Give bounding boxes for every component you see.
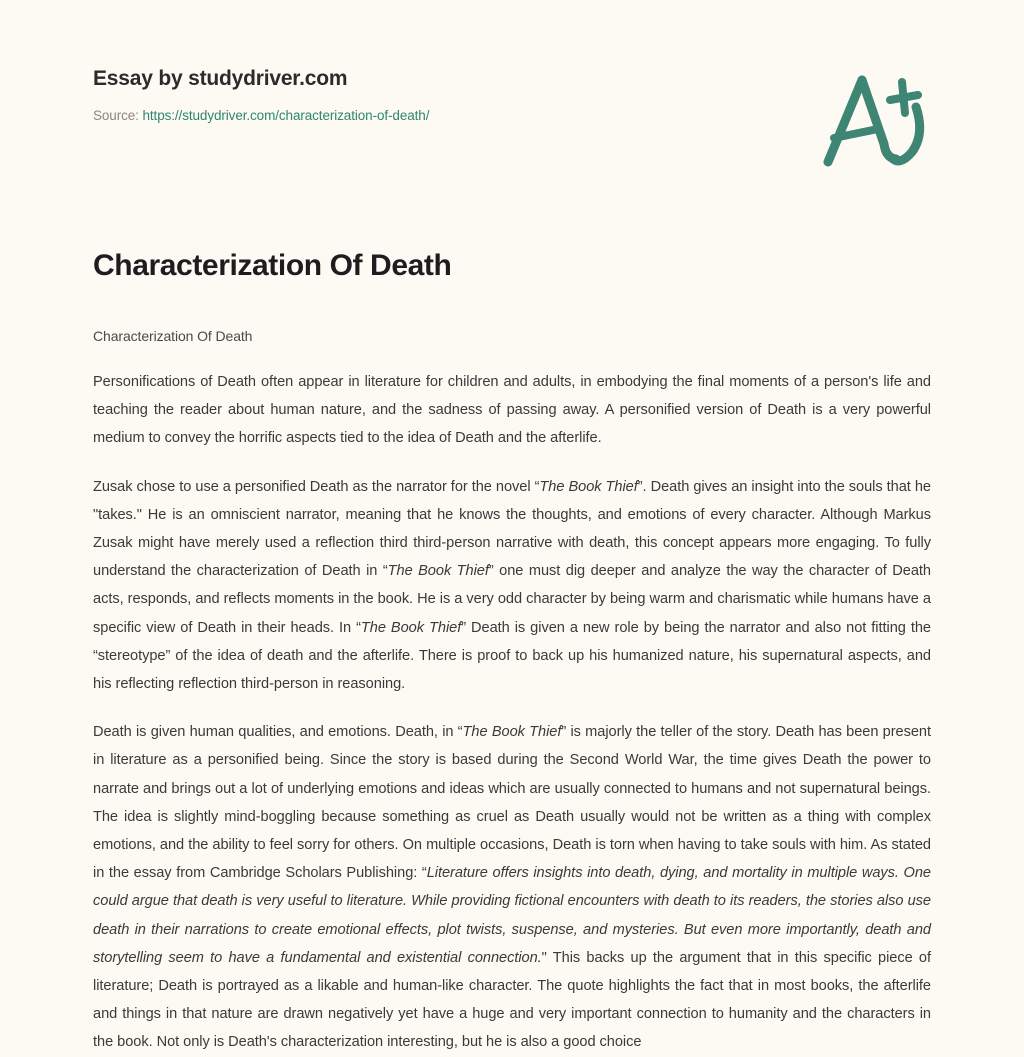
source-label: Source: [93, 108, 139, 124]
page-header [0, 0, 1024, 200]
a-plus-icon [812, 66, 932, 170]
document-subtitle: Characterization Of Death [93, 328, 253, 344]
paragraph: Personifications of Death often appear in literature for children and adults, in embodying the final moments of a person's life and teaching the reader about human nature, and the sadness of passing away. A personified version of Death is a very powerful medium to convey the horrific aspects tied to the idea of Death and the afterlife. [93, 374, 931, 447]
paragraph: Zusak chose to use a personified Death as the narrator for the novel “The Book Thief”. Death gives an insight into the souls that he "takes." He is an omniscient narrator, meaning that he knows the thoughts, and emotions of every character. Although Markus Zusak might have merely used a reflection third third-person narrative with death, this concept appears more engaging. To fully understand the characterization of Death in “The Book Thief” one must dig deeper and analyze the way the character of Death acts, responds, and reflects moments in the book. He is a very odd character by being warm and charismatic while humans have a specific view of Death in their heads. In “The Book Thief” Death is given a new role by being the narrator and also not fitting the “stereotype” of the idea of death and the afterlife. There is proof to back up his humanized nature, his supernatural aspects, and his reflecting reflection third-person in reasoning. [93, 478, 931, 693]
source-line [93, 108, 429, 123]
page-title: Characterization Of Death [93, 249, 452, 282]
document-body [93, 248, 931, 1057]
essay-content [93, 368, 931, 1057]
header-text-block [93, 66, 429, 123]
paragraph: Death is given human qualities, and emotions. Death, in “The Book Thief” is majorly the teller of the story. Death has been present in literature as a personified being. Since the story is based during the Second World War, the time gives Death the power to narrate and brings out a lot of underlying emotions and ideas which are usually connected to humans and not supernatural beings. The idea is slightly mind-boggling because something as cruel as Death usually would not be written as a thing with complex emotions, and the ability to feel sorry for others. On multiple occasions, Death is torn when having to take souls with him. As stated in the essay from Cambridge Scholars Publishing: “Literature offers insights into death, dying, and mortality in multiple ways. One could argue that death is very useful to literature. While providing fictional encounters with death to its readers, the stories also use death in their narrations to create emotional effects, plot twists, suspense, and mysteries. But even more importantly, death and storytelling seem to have a fundamental and existential connection." This backs up the argument that in this specific piece of literature; Death is portrayed as a likable and human-like character. The quote highlights the fact that in most books, the afterlife and things in that nature are drawn negatively yet have a huge and very important connection to humanity and the characters in the book. Not only is Death's characterization interesting, but he is also a good choice [93, 724, 931, 1051]
source-url-link[interactable]: https://studydriver.com/characterization-of-death/ [142, 108, 430, 124]
a-plus-logo [812, 66, 932, 170]
essay-byline: Essay by studydriver.com [93, 67, 348, 90]
